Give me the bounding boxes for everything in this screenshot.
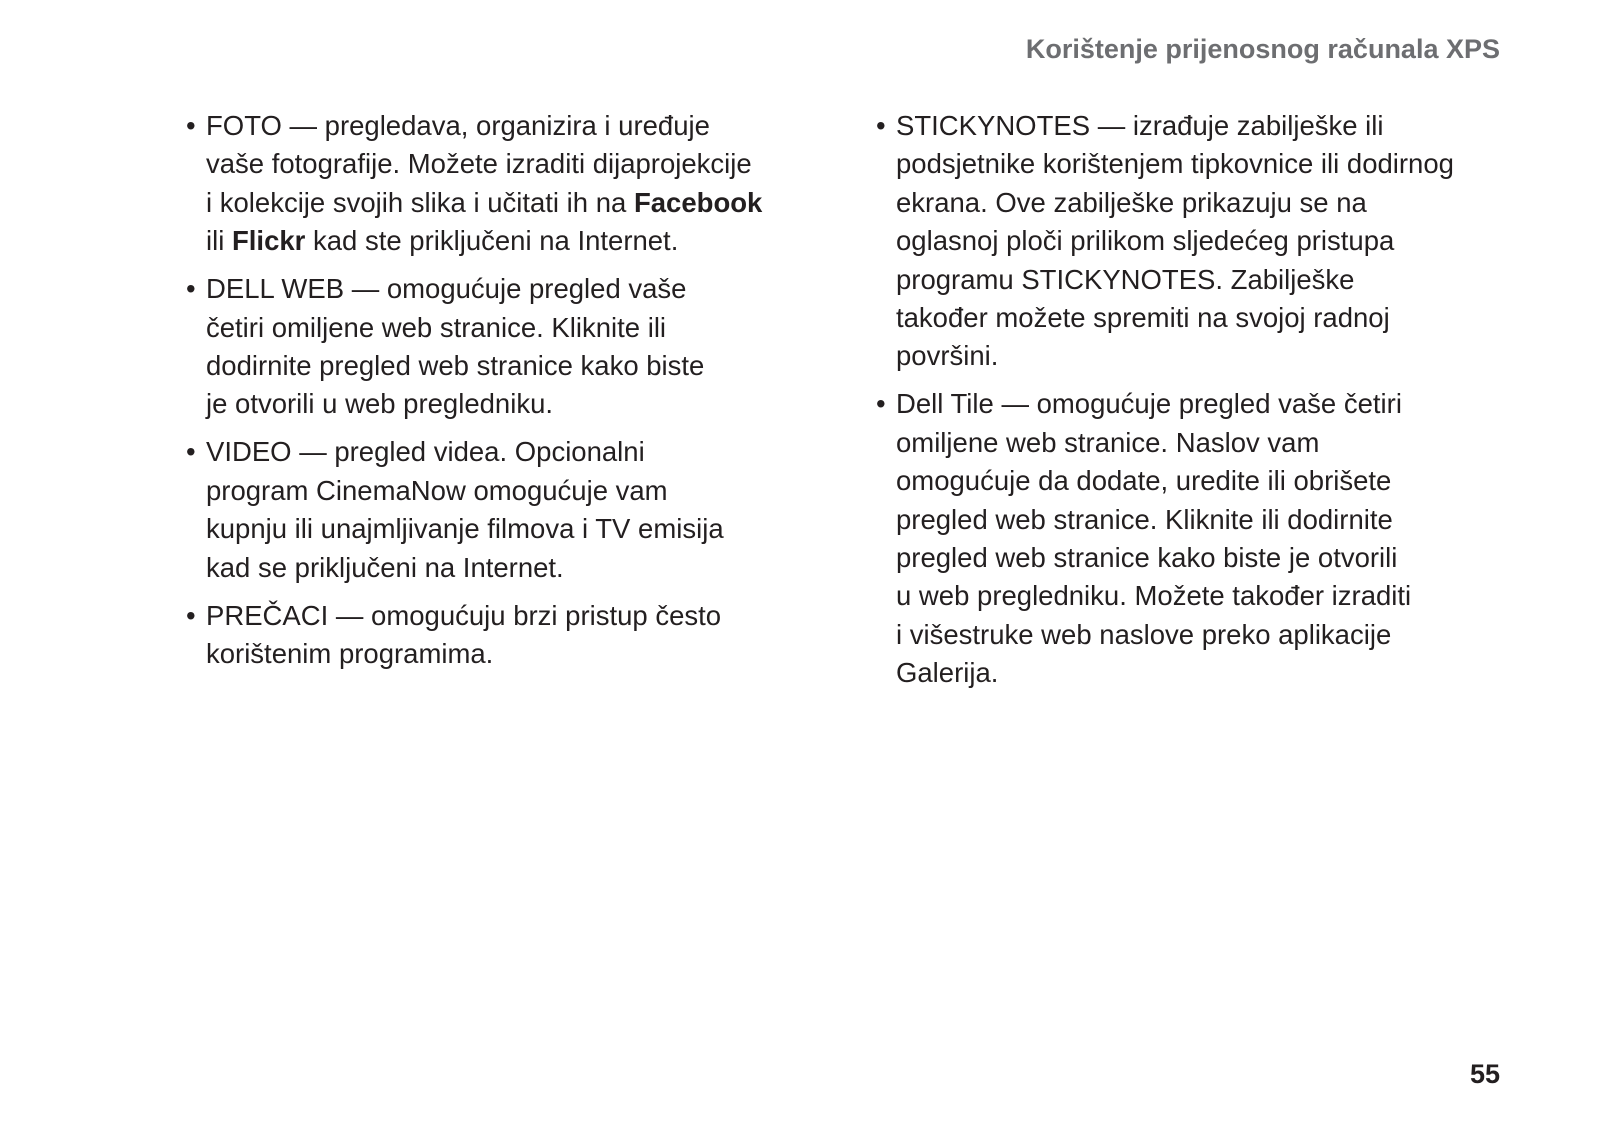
text-segment: omiljene web stranice. Naslov vam xyxy=(896,426,1320,458)
text-segment: omogućuje da dodate, uredite ili obrišete xyxy=(896,465,1392,497)
bullet-marker: • xyxy=(186,110,196,141)
text-line xyxy=(206,107,826,145)
text-line xyxy=(206,433,826,471)
text-line xyxy=(896,222,1516,260)
text-segment: ekrana. Ove zabilješke prikazuju se na xyxy=(896,186,1367,218)
text-segment: je otvorili u web pregledniku. xyxy=(206,388,553,420)
bullet-marker: • xyxy=(876,388,886,420)
text-segment: površini. xyxy=(896,340,999,372)
page-number: 55 xyxy=(1469,1059,1500,1089)
text-segment: dodirnite pregled web stranice kako biste xyxy=(206,350,705,382)
text-segment: kad ste priključeni na Internet. xyxy=(305,225,679,257)
text-segment: program CinemaNow omogućuje vam xyxy=(206,474,668,506)
text-segment: korištenim programima. xyxy=(206,638,494,670)
text-line xyxy=(896,337,1516,375)
list-item xyxy=(876,107,1516,376)
text-segment: ili xyxy=(206,225,232,257)
text-line xyxy=(206,597,826,635)
bold-term: Facebook xyxy=(633,186,763,218)
text-line xyxy=(206,309,826,347)
text-line xyxy=(206,184,826,222)
text-line xyxy=(206,510,826,548)
list-item xyxy=(186,597,826,674)
text-segment: pregled web stranice. Kliknite ili dodirnite xyxy=(896,503,1393,535)
text-line xyxy=(206,347,826,385)
text-line xyxy=(896,577,1516,615)
text-line xyxy=(896,385,1516,423)
text-segment: DELL WEB — omogućuje pregled vaše xyxy=(206,273,687,305)
text-line xyxy=(206,549,826,587)
bullet-marker: • xyxy=(186,599,196,631)
bullet-marker: • xyxy=(876,110,886,141)
text-segment: programu STICKYNOTES. Zabilješke xyxy=(896,263,1355,295)
text-segment: i kolekcije svojih slika i učitati ih na xyxy=(206,186,634,218)
text-segment: podsjetnike korištenjem tipkovnice ili dodirnog xyxy=(896,148,1454,180)
text-line xyxy=(896,654,1516,692)
text-segment: i višestruke web naslove preko aplikacije xyxy=(896,618,1392,650)
text-segment: STICKYNOTES — izrađuje zabilješke ili xyxy=(896,110,1384,141)
list-item xyxy=(186,433,826,587)
text-segment: Galerija. xyxy=(896,657,999,689)
text-line xyxy=(206,472,826,510)
text-line xyxy=(206,635,826,673)
running-header: Korištenje prijenosnog računala XPS xyxy=(1025,34,1500,64)
text-segment: kad se priključeni na Internet. xyxy=(206,551,564,583)
text-line xyxy=(896,184,1516,222)
text-segment: vaše fotografije. Možete izraditi dijaprojekcije xyxy=(206,148,752,180)
text-line xyxy=(896,145,1516,183)
text-segment: četiri omiljene web stranice. Kliknite ili xyxy=(206,311,667,343)
text-line xyxy=(896,616,1516,654)
text-segment: u web pregledniku. Možete također izraditi xyxy=(896,580,1412,612)
list-item xyxy=(186,107,826,261)
list-item xyxy=(186,270,826,424)
text-line xyxy=(896,261,1516,299)
bullet-marker: • xyxy=(186,436,196,468)
text-segment: kupnju ili unajmljivanje filmova i TV emisija xyxy=(206,513,724,545)
bold-term: Flickr xyxy=(231,225,306,257)
list-item xyxy=(876,385,1516,692)
text-line xyxy=(206,222,826,260)
text-segment: FOTO — pregledava, organizira i uređuje xyxy=(206,110,710,141)
text-segment: pregled web stranice kako biste je otvorili xyxy=(896,542,1398,574)
text-segment: PREČACI — omogućuju brzi pristup često xyxy=(206,599,722,631)
text-line xyxy=(896,501,1516,539)
left-column xyxy=(186,107,826,683)
text-line xyxy=(896,539,1516,577)
text-line xyxy=(896,107,1516,145)
text-line xyxy=(206,145,826,183)
text-line xyxy=(896,424,1516,462)
text-line xyxy=(896,299,1516,337)
text-line xyxy=(206,270,826,308)
text-segment: oglasnoj ploči prilikom sljedećeg pristupa xyxy=(896,225,1395,257)
text-segment: također možete spremiti na svojoj radnoj xyxy=(896,302,1390,334)
right-column xyxy=(876,107,1516,702)
text-segment: VIDEO — pregled videa. Opcionalni xyxy=(206,436,645,468)
text-line xyxy=(896,462,1516,500)
bullet-marker: • xyxy=(186,273,196,305)
text-line xyxy=(206,385,826,423)
text-segment: Dell Tile — omogućuje pregled vaše četiri xyxy=(896,388,1402,420)
